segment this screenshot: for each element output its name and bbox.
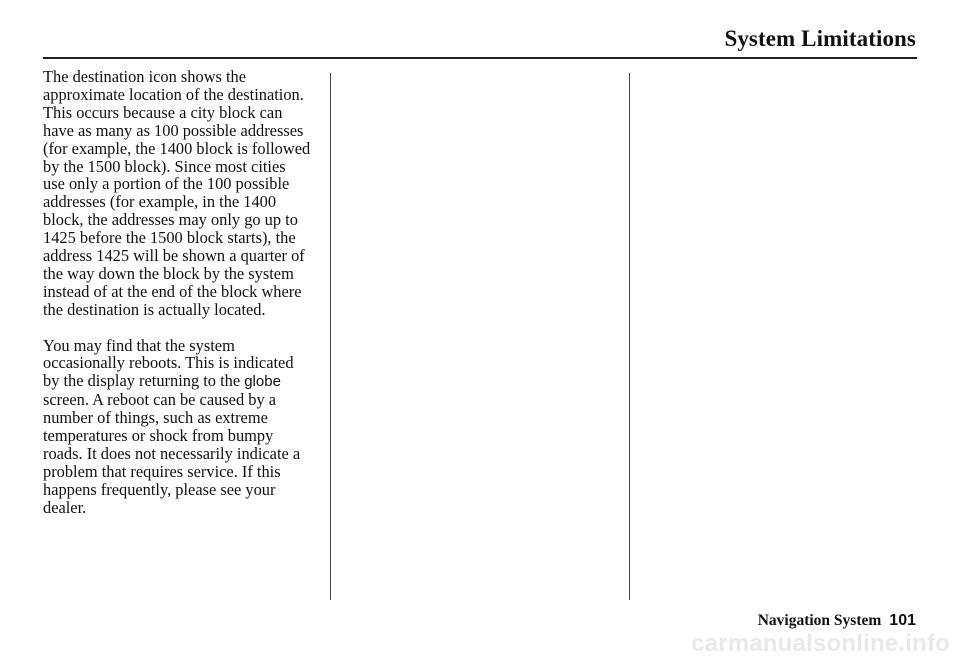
text-line: temperatures or shock from bumpy <box>43 426 274 446</box>
globe-screen-term: globe <box>244 373 281 391</box>
text-line: number of things, such as extreme <box>43 408 268 428</box>
page-footer <box>758 612 916 630</box>
text-line: (for example, the 1400 block is followed <box>43 138 311 158</box>
text-line: dealer. <box>43 497 87 517</box>
paragraph-system-reboots <box>43 337 328 517</box>
paragraph-destination-icon <box>43 68 328 319</box>
text-line: use only a portion of the 100 possible <box>43 174 290 194</box>
page-number: 101 <box>889 612 916 629</box>
text-line: roads. It does not necessarily indicate a <box>43 444 301 464</box>
text-line: problem that requires service. If this <box>43 461 281 481</box>
text-line: 1425 before the 1500 block starts), the <box>43 228 296 248</box>
header-rule <box>43 57 917 59</box>
text-line: You may find that the system <box>43 335 235 355</box>
text-line: The destination icon shows the <box>43 67 247 86</box>
text-line: screen. A reboot can be caused by a <box>43 390 277 410</box>
text-line: block, the addresses may only go up to <box>43 210 298 230</box>
text-line: occasionally reboots. This is indicated <box>43 353 294 373</box>
column-divider-left <box>330 73 331 600</box>
text-line: approximate location of the destination. <box>43 84 304 104</box>
term-line-prefix: by the display returning to the <box>43 371 245 391</box>
text-line: This occurs because a city block can <box>43 102 283 122</box>
page-title: System Limitations <box>724 26 916 51</box>
text-line-with-term <box>43 372 328 391</box>
text-line: instead of at the end of the block where <box>43 281 302 301</box>
text-line: addresses (for example, in the 1400 <box>43 192 277 212</box>
footer-section-name: Navigation System <box>757 612 882 629</box>
text-line: by the 1500 block). Since most cities <box>43 156 286 176</box>
text-line: the way down the block by the system <box>43 263 294 283</box>
watermark-text: carmanualsonline.info <box>691 630 950 657</box>
text-line: have as many as 100 possible addresses <box>43 120 304 140</box>
text-line: address 1425 will be shown a quarter of <box>43 246 305 266</box>
column-divider-right <box>629 73 630 600</box>
body-text-column <box>43 68 328 517</box>
text-line: happens frequently, please see your <box>43 479 276 499</box>
text-line: the destination is actually located. <box>43 299 266 319</box>
